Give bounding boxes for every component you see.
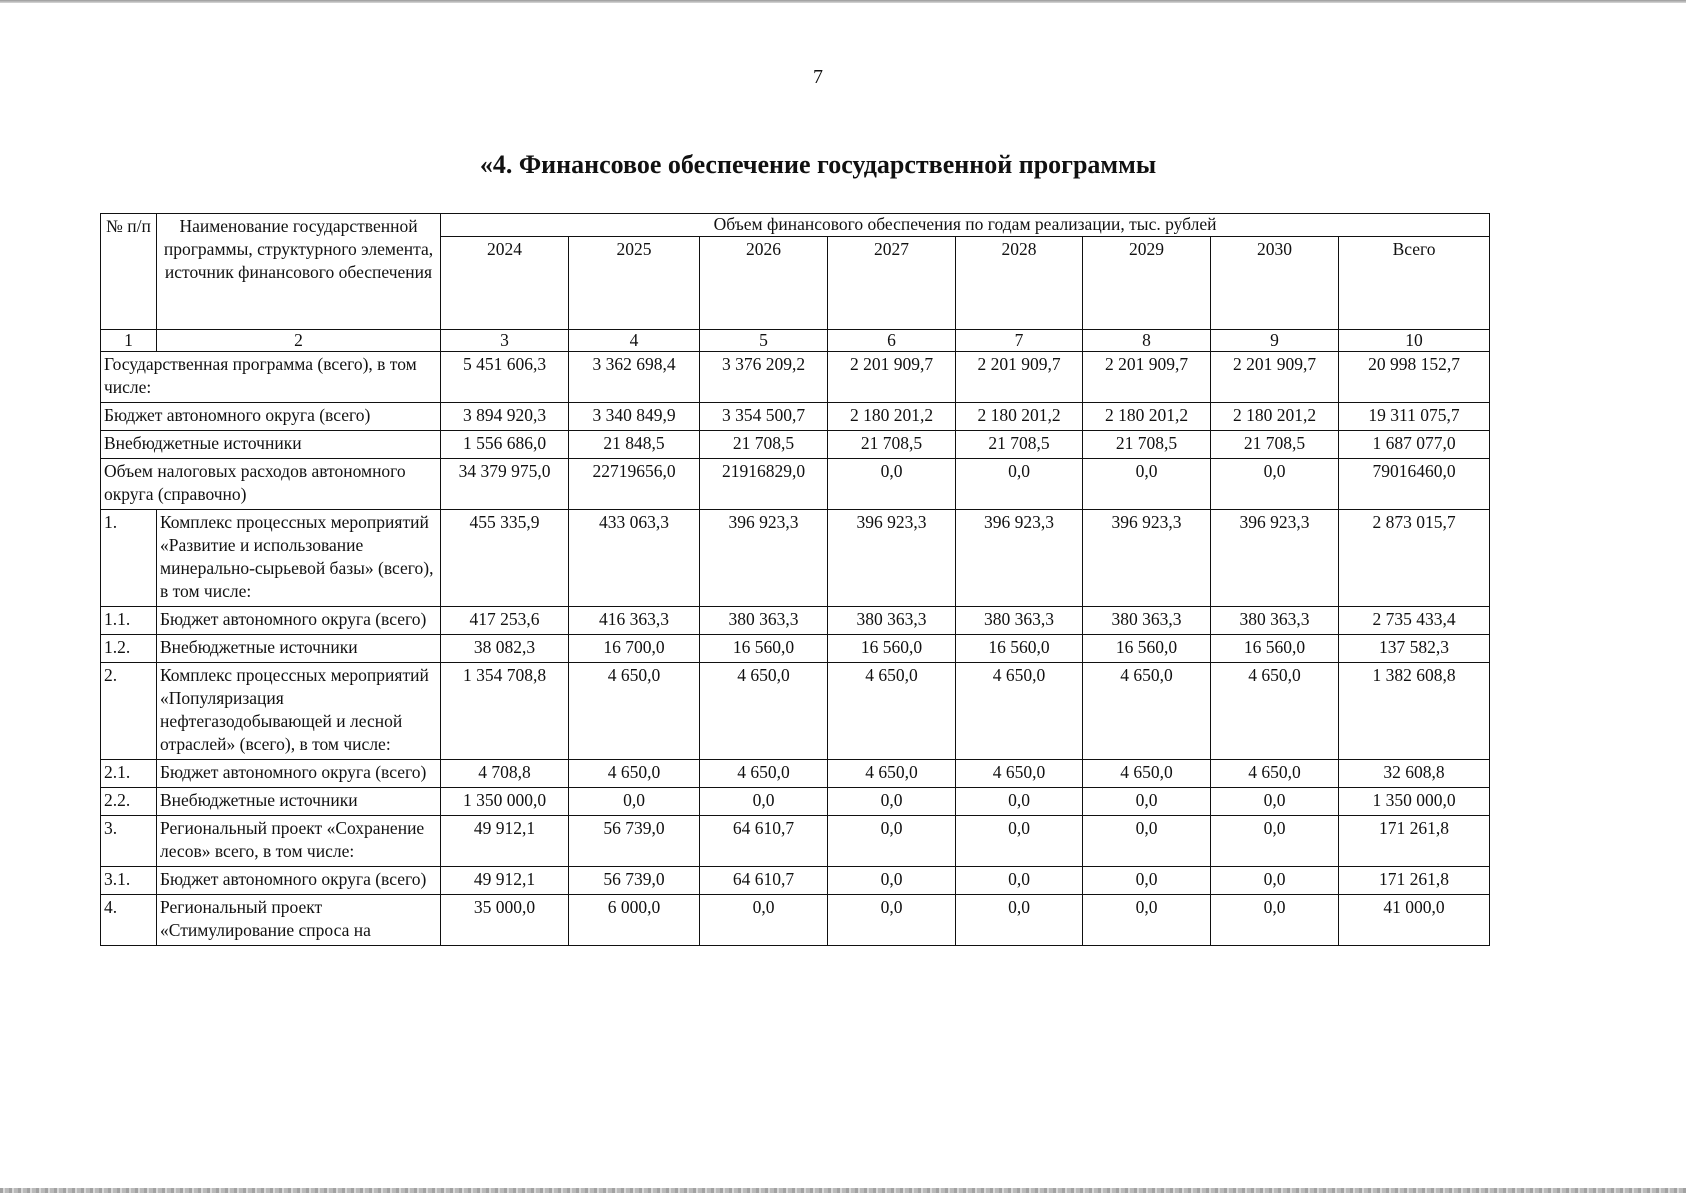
row-value-cell: 0,0: [956, 895, 1083, 946]
scan-edge-top: [0, 0, 1686, 3]
row-name-cell: Региональный проект «Стимулирование спроса на: [157, 895, 441, 946]
row-value-cell: 49 912,1: [441, 816, 569, 867]
table-row: [101, 760, 1490, 788]
row-value-cell: 2 180 201,2: [1083, 403, 1211, 431]
row-number-cell: 3.1.: [101, 867, 157, 895]
page-number: 7: [813, 66, 823, 88]
row-value-cell: 4 650,0: [569, 663, 700, 760]
row-name-cell: Бюджет автономного округа (всего): [157, 760, 441, 788]
header-num-cell: № п/п: [101, 214, 157, 330]
row-value-cell: 2 180 201,2: [1211, 403, 1339, 431]
row-value-cell: 0,0: [956, 816, 1083, 867]
row-value-cell: 0,0: [1211, 895, 1339, 946]
row-value-cell: 21 708,5: [700, 431, 828, 459]
row-value-cell: 4 650,0: [569, 760, 700, 788]
row-value-cell: 380 363,3: [828, 607, 956, 635]
row-value-cell: 4 650,0: [1083, 663, 1211, 760]
column-number-row: [101, 330, 1490, 352]
row-value-cell: 2 201 909,7: [1083, 352, 1211, 403]
row-value-cell: 380 363,3: [1083, 607, 1211, 635]
financing-table: [100, 213, 1490, 946]
column-number-cell: 4: [569, 330, 700, 352]
header-year-cell: 2029: [1083, 237, 1211, 330]
row-number-cell: 1.: [101, 510, 157, 607]
header-name-cell: Наименование государственной программы, структурного элемента, источник финансового обеспечения: [157, 214, 441, 330]
row-value-cell: 56 739,0: [569, 816, 700, 867]
row-total-cell: 137 582,3: [1339, 635, 1490, 663]
row-value-cell: 4 650,0: [828, 663, 956, 760]
header-year-cell: 2024: [441, 237, 569, 330]
column-number-cell: 8: [1083, 330, 1211, 352]
row-value-cell: 4 650,0: [956, 663, 1083, 760]
header-year-cell: 2025: [569, 237, 700, 330]
row-value-cell: 16 560,0: [828, 635, 956, 663]
header-total-cell: Всего: [1339, 237, 1490, 330]
table-row: [101, 816, 1490, 867]
row-value-cell: 16 560,0: [956, 635, 1083, 663]
row-value-cell: 4 650,0: [1211, 760, 1339, 788]
row-value-cell: 21 708,5: [828, 431, 956, 459]
row-value-cell: 21 708,5: [956, 431, 1083, 459]
row-name-cell: Бюджет автономного округа (всего): [157, 607, 441, 635]
row-value-cell: 16 700,0: [569, 635, 700, 663]
row-value-cell: 16 560,0: [1211, 635, 1339, 663]
row-value-cell: 0,0: [828, 816, 956, 867]
row-number-cell: 2.2.: [101, 788, 157, 816]
row-value-cell: 5 451 606,3: [441, 352, 569, 403]
page-title: «4. Финансовое обеспечение государственной программы: [479, 150, 1157, 179]
row-value-cell: 0,0: [828, 867, 956, 895]
row-value-cell: 21 708,5: [1083, 431, 1211, 459]
row-value-cell: 3 376 209,2: [700, 352, 828, 403]
row-value-cell: 0,0: [1211, 788, 1339, 816]
row-value-cell: 21 708,5: [1211, 431, 1339, 459]
table-row: [101, 403, 1490, 431]
row-value-cell: 21916829,0: [700, 459, 828, 510]
row-total-cell: 20 998 152,7: [1339, 352, 1490, 403]
table-row: [101, 867, 1490, 895]
row-value-cell: 0,0: [956, 867, 1083, 895]
row-value-cell: 4 650,0: [1211, 663, 1339, 760]
row-value-cell: 56 739,0: [569, 867, 700, 895]
row-total-cell: 1 687 077,0: [1339, 431, 1490, 459]
row-total-cell: 41 000,0: [1339, 895, 1490, 946]
table-row: [101, 352, 1490, 403]
row-value-cell: 416 363,3: [569, 607, 700, 635]
row-value-cell: 0,0: [700, 895, 828, 946]
row-total-cell: 1 350 000,0: [1339, 788, 1490, 816]
row-name-cell: Комплекс процессных мероприятий «Развитие и использование минерально-сырьевой базы» (всего), в том числе:: [157, 510, 441, 607]
row-value-cell: 3 894 920,3: [441, 403, 569, 431]
row-total-cell: 1 382 608,8: [1339, 663, 1490, 760]
row-total-cell: 79016460,0: [1339, 459, 1490, 510]
table-row: [101, 510, 1490, 607]
row-value-cell: 380 363,3: [1211, 607, 1339, 635]
scan-edge-bottom: [0, 1188, 1686, 1193]
column-number-cell: 3: [441, 330, 569, 352]
row-total-cell: 19 311 075,7: [1339, 403, 1490, 431]
row-value-cell: 4 650,0: [700, 760, 828, 788]
row-value-cell: 0,0: [1083, 816, 1211, 867]
row-total-cell: 171 261,8: [1339, 816, 1490, 867]
row-value-cell: 0,0: [1083, 895, 1211, 946]
row-value-cell: 0,0: [828, 459, 956, 510]
header-year-cell: 2030: [1211, 237, 1339, 330]
row-value-cell: 0,0: [828, 895, 956, 946]
row-number-cell: 1.1.: [101, 607, 157, 635]
row-value-cell: 0,0: [828, 788, 956, 816]
row-value-cell: 49 912,1: [441, 867, 569, 895]
row-value-cell: 2 201 909,7: [956, 352, 1083, 403]
row-value-cell: 380 363,3: [700, 607, 828, 635]
row-value-cell: 396 923,3: [956, 510, 1083, 607]
row-value-cell: 34 379 975,0: [441, 459, 569, 510]
row-value-cell: 4 650,0: [1083, 760, 1211, 788]
row-name-cell: Внебюджетные источники: [157, 635, 441, 663]
row-value-cell: 4 708,8: [441, 760, 569, 788]
row-value-cell: 0,0: [569, 788, 700, 816]
row-value-cell: 0,0: [1211, 867, 1339, 895]
row-value-cell: 396 923,3: [828, 510, 956, 607]
table-row: [101, 663, 1490, 760]
row-value-cell: 455 335,9: [441, 510, 569, 607]
table-row: [101, 895, 1490, 946]
row-value-cell: 433 063,3: [569, 510, 700, 607]
row-value-cell: 64 610,7: [700, 867, 828, 895]
row-value-cell: 21 848,5: [569, 431, 700, 459]
row-value-cell: 380 363,3: [956, 607, 1083, 635]
row-value-cell: 0,0: [700, 788, 828, 816]
row-total-cell: 2 735 433,4: [1339, 607, 1490, 635]
table-row: [101, 607, 1490, 635]
row-name-cell: Комплекс процессных мероприятий «Популяризация нефтегазодобывающей и лесной отраслей» (всего), в том числе:: [157, 663, 441, 760]
column-number-cell: 2: [157, 330, 441, 352]
row-value-cell: 16 560,0: [700, 635, 828, 663]
row-value-cell: 0,0: [1211, 459, 1339, 510]
row-value-cell: 396 923,3: [1211, 510, 1339, 607]
row-value-cell: 22719656,0: [569, 459, 700, 510]
row-value-cell: 4 650,0: [700, 663, 828, 760]
row-name-cell: Бюджет автономного округа (всего): [157, 867, 441, 895]
row-value-cell: 16 560,0: [1083, 635, 1211, 663]
row-value-cell: 4 650,0: [956, 760, 1083, 788]
row-value-cell: 3 362 698,4: [569, 352, 700, 403]
row-value-cell: 2 201 909,7: [1211, 352, 1339, 403]
header-year-cell: 2028: [956, 237, 1083, 330]
row-value-cell: 0,0: [1083, 459, 1211, 510]
row-value-cell: 0,0: [956, 788, 1083, 816]
column-number-cell: 5: [700, 330, 828, 352]
row-value-cell: 38 082,3: [441, 635, 569, 663]
row-total-cell: 2 873 015,7: [1339, 510, 1490, 607]
row-value-cell: 6 000,0: [569, 895, 700, 946]
row-number-cell: 2.1.: [101, 760, 157, 788]
row-value-cell: 0,0: [956, 459, 1083, 510]
column-number-cell: 9: [1211, 330, 1339, 352]
row-value-cell: 0,0: [1083, 867, 1211, 895]
row-value-cell: 3 354 500,7: [700, 403, 828, 431]
row-name-cell: Региональный проект «Сохранение лесов» всего, в том числе:: [157, 816, 441, 867]
header-row: [101, 214, 1490, 237]
row-value-cell: 64 610,7: [700, 816, 828, 867]
row-total-cell: 32 608,8: [1339, 760, 1490, 788]
table-row: [101, 459, 1490, 510]
table-row: [101, 431, 1490, 459]
row-value-cell: 2 180 201,2: [956, 403, 1083, 431]
row-name-cell: Бюджет автономного округа (всего): [101, 403, 441, 431]
column-number-cell: 1: [101, 330, 157, 352]
row-value-cell: 3 340 849,9: [569, 403, 700, 431]
row-value-cell: 2 201 909,7: [828, 352, 956, 403]
row-value-cell: 396 923,3: [1083, 510, 1211, 607]
row-value-cell: 0,0: [1083, 788, 1211, 816]
row-name-cell: Внебюджетные источники: [157, 788, 441, 816]
header-year-cell: 2027: [828, 237, 956, 330]
column-number-cell: 10: [1339, 330, 1490, 352]
table-row: [101, 788, 1490, 816]
row-number-cell: 1.2.: [101, 635, 157, 663]
header-year-cell: 2026: [700, 237, 828, 330]
row-value-cell: 2 180 201,2: [828, 403, 956, 431]
row-total-cell: 171 261,8: [1339, 867, 1490, 895]
row-number-cell: 3.: [101, 816, 157, 867]
row-name-cell: Внебюджетные источники: [101, 431, 441, 459]
row-value-cell: 1 354 708,8: [441, 663, 569, 760]
row-value-cell: 1 556 686,0: [441, 431, 569, 459]
header-span-cell: Объем финансового обеспечения по годам реализации, тыс. рублей: [441, 214, 1490, 237]
row-name-cell: Государственная программа (всего), в том числе:: [101, 352, 441, 403]
row-value-cell: 396 923,3: [700, 510, 828, 607]
row-name-cell: Объем налоговых расходов автономного округа (справочно): [101, 459, 441, 510]
column-number-cell: 7: [956, 330, 1083, 352]
row-value-cell: 0,0: [1211, 816, 1339, 867]
row-value-cell: 1 350 000,0: [441, 788, 569, 816]
row-value-cell: 4 650,0: [828, 760, 956, 788]
row-value-cell: 35 000,0: [441, 895, 569, 946]
row-number-cell: 4.: [101, 895, 157, 946]
row-value-cell: 417 253,6: [441, 607, 569, 635]
table-row: [101, 635, 1490, 663]
column-number-cell: 6: [828, 330, 956, 352]
row-number-cell: 2.: [101, 663, 157, 760]
